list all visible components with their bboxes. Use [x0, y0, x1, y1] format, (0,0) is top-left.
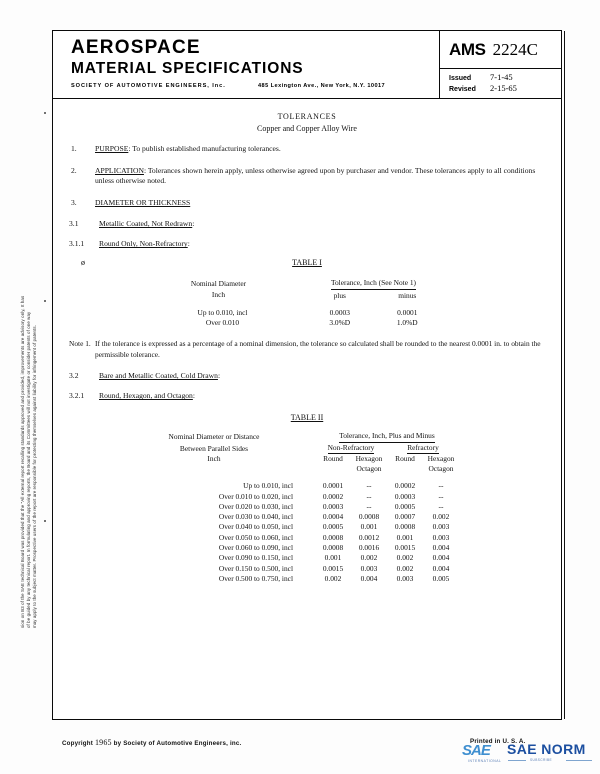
table2-row-9-nr-round: 0.002 [324, 573, 342, 583]
revised-row [449, 83, 561, 94]
table1-row-0-label: Up to 0.010, incl [197, 307, 248, 317]
table2-col-nr-hexagon: Hexagon [355, 454, 383, 464]
watermark-sub-left: INTERNATIONAL [468, 759, 502, 763]
table2-row-6-label: Over 0.060 to 0.090, incl [218, 543, 293, 553]
subclause-heading-3-1: Metallic Coated, Not Redrawn [99, 219, 193, 229]
table2-header-line-2: Between Parallel Sides [179, 443, 249, 453]
watermark-rule-right [566, 760, 592, 761]
table2-row-3-r-round: 0.0007 [394, 512, 416, 522]
printed-in-usa: Printed in U. S. A. [470, 738, 526, 745]
table2-group-refractory [387, 443, 459, 455]
table-2 [123, 431, 459, 584]
table2-row-2-label: Over 0.020 to 0.030, incl [218, 501, 293, 511]
subclause-suffix-3-1-1: : [187, 239, 190, 249]
table2-col-nr-octagon: Octagon [356, 464, 382, 474]
table2-row-5-r-round: 0.001 [396, 532, 414, 542]
header-address: 485 Lexington Ave., New York, N.Y. 10017 [258, 83, 386, 89]
note-1-text: If the tolerance is expressed as a percentage of a nominal dimension, the tolerance so calculated shall be rounded to the nearest 0.0001 in. to obtain the permissible tolerance. [95, 339, 541, 359]
table2-row-2-r-hex: -- [438, 501, 444, 511]
sae-norm-watermark [462, 740, 598, 772]
table2-row-5-r-hex: 0.003 [432, 532, 450, 542]
table2-row-9-label: Over 0.500 to 0.750, incl [218, 573, 293, 583]
note-1-label: Note 1. [69, 339, 91, 349]
table2-row-6-r-hex: 0.004 [432, 543, 450, 553]
ams-label: AMS [449, 39, 486, 59]
table2-row-1-r-round: 0.0003 [394, 491, 416, 501]
table2-header-row-3 [123, 454, 459, 464]
subclause-heading-3-2: Bare and Metallic Coated, Cold Drawn [99, 371, 218, 381]
copyright-year: 1965 [94, 738, 112, 747]
table2-row-3-nr-hex: 0.0008 [358, 512, 380, 522]
table-row [123, 543, 459, 553]
margin-note-line-1: sion on B3 of the SAE technical Board was provided that the "All external report recalling standards approved and provided, improvements are advisory only, It has [20, 295, 25, 628]
table2-row-8-r-round: 0.002 [396, 563, 414, 573]
revision-box [440, 69, 561, 98]
copyright-notice [62, 738, 241, 747]
table2-col-r-octagon: Octagon [428, 464, 454, 474]
table-row [123, 564, 459, 574]
table2-caption-text: TABLE II [290, 413, 324, 423]
clause-number-3: 3. [71, 197, 77, 207]
table2-row-1-nr-hex: -- [366, 491, 372, 501]
table2-row-9-r-round: 0.003 [396, 573, 414, 583]
table2-row-5-label: Over 0.050 to 0.060, incl [218, 532, 293, 542]
table2-row-4-r-round: 0.0008 [394, 522, 416, 532]
table2-row-4-nr-round: 0.0005 [322, 522, 344, 532]
table2-row-3-label: Over 0.030 to 0.040, incl [218, 512, 293, 522]
subclause-3-1 [69, 219, 545, 228]
watermark-rule-left [508, 760, 526, 761]
table2-row-8-nr-hex: 0.003 [360, 563, 378, 573]
change-marker-icon: ø [81, 258, 85, 268]
table1-header-row-2 [131, 290, 441, 301]
margin-note-line-2: of be guided by any technical report. In formulating and approving reports, the Board and its Committees will not investigate or consider patents of one way [26, 311, 32, 628]
document-title-block [69, 112, 545, 133]
table2-col-r-hexagon: Hexagon [427, 454, 455, 464]
left-margin-legal-text [18, 86, 48, 631]
table1-spacer [131, 301, 441, 308]
table-row [123, 492, 459, 502]
header-title-material-specifications: MATERIAL SPECIFICATIONS [71, 60, 304, 77]
table2-row-6-r-round: 0.0015 [394, 543, 416, 553]
subclause-heading-3-2-1: Round, Hexagon, and Octagon [99, 391, 193, 401]
watermark-text: SAE NORM [507, 741, 586, 757]
table2-header-row-4 [123, 464, 459, 474]
table2-header-row-2 [123, 443, 459, 455]
table2-row-7-nr-round: 0.001 [324, 553, 342, 563]
subclause-heading-3-1-1: Round Only, Non-Refractory [99, 239, 188, 249]
table-row [131, 308, 441, 319]
table-row [123, 522, 459, 532]
table1-row-1-minus: 1.0%D [396, 318, 418, 328]
ams-number: 2224C [492, 39, 538, 59]
table2-row-7-r-hex: 0.004 [432, 553, 450, 563]
table1-row-1-label: Over 0.010 [205, 318, 240, 328]
table-row [131, 318, 441, 329]
ams-number-box [440, 31, 561, 69]
table-1 [131, 278, 441, 329]
table-row [123, 481, 459, 491]
clause-number-2: 2. [71, 165, 77, 175]
table2-row-7-nr-hex: 0.002 [360, 553, 378, 563]
table2-row-7-label: Over 0.090 to 0.150, incl [218, 553, 293, 563]
table2-row-2-r-round: 0.0005 [394, 501, 416, 511]
table-row [123, 533, 459, 543]
table2-header-line-1: Nominal Diameter or Distance [168, 432, 260, 441]
table2-row-5-nr-round: 0.0008 [322, 532, 344, 542]
clause-heading-purpose: PURPOSE [95, 144, 129, 153]
revised-date: 2-15-65 [490, 83, 517, 93]
table2-row-4-r-hex: 0.003 [432, 522, 450, 532]
header-organization: SOCIETY OF AUTOMOTIVE ENGINEERS, Inc. [71, 83, 226, 89]
clause-diameter-or-thickness [69, 198, 545, 209]
table2-row-3-nr-round: 0.0004 [322, 512, 344, 522]
table1-row-1-plus: 3.0%D [329, 318, 351, 328]
header-left [53, 31, 439, 98]
subclause-suffix-3-1: : [192, 219, 195, 229]
table2-row-0-r-round: 0.0002 [394, 481, 416, 491]
subclause-3-2 [69, 371, 545, 380]
subclause-number-3-1: 3.1 [69, 219, 79, 229]
table2-row-0-nr-round: 0.0001 [322, 481, 344, 491]
header-right-block [439, 31, 561, 98]
subclause-number-3-2: 3.2 [69, 371, 79, 381]
subclause-number-3-1-1: 3.1.1 [69, 239, 85, 249]
document-header [53, 31, 561, 99]
table1-header-minus: minus [398, 291, 417, 301]
table2-row-4-label: Over 0.040 to 0.050, incl [218, 522, 293, 532]
table2-row-5-nr-hex: 0.0012 [358, 532, 380, 542]
clause-number-1: 1. [71, 144, 77, 153]
table-row [123, 512, 459, 522]
table2-spacer [123, 474, 459, 481]
scan-speck [44, 300, 46, 302]
clause-heading-diameter: DIAMETER OR THICKNESS [95, 197, 191, 207]
table2-header-span-text: Tolerance, Inch, Plus and Minus [339, 431, 435, 443]
table2-group-refractory-text: Refractory [407, 443, 439, 455]
table-row [123, 502, 459, 512]
table1-caption-row [69, 258, 545, 269]
table2-row-0-nr-hex: -- [366, 481, 372, 491]
table2-row-4-nr-hex: 0.001 [360, 522, 378, 532]
margin-note-line-3: may apply to the subject matter. Prospective users of the report are responsible for protecting themselves against liability for infringement of patents. [32, 324, 38, 628]
table2-row-1-label: Over 0.010 to 0.020, incl [218, 491, 293, 501]
table1-caption-text: TABLE I [292, 258, 322, 268]
table1-caption [69, 258, 545, 267]
table1-header-tolerance [306, 278, 441, 290]
table2-col-nr-round: Round [323, 454, 343, 464]
table2-header-line-3: Inch [207, 454, 221, 464]
table2-group-non-refractory-text: Non-Refractory [328, 443, 375, 455]
issued-date: 7-1-45 [490, 72, 513, 82]
table2-row-9-r-hex: 0.005 [432, 573, 450, 583]
table2-row-0-r-hex: -- [438, 481, 444, 491]
table2-group-non-refractory [315, 443, 387, 455]
table1-header-inch: Inch [211, 290, 226, 300]
scan-speck [44, 112, 46, 114]
table2-row-6-nr-round: 0.0008 [322, 543, 344, 553]
table2-row-2-nr-round: 0.0003 [322, 501, 344, 511]
issued-label: Issued [449, 75, 472, 82]
table2-row-7-r-round: 0.002 [396, 553, 414, 563]
subclause-3-2-1 [69, 391, 545, 400]
table2-row-2-nr-hex: -- [366, 501, 372, 511]
table1-header-tolerance-text: Tolerance, Inch (See Note 1) [331, 278, 416, 290]
table1-row-0-plus: 0.0003 [329, 307, 350, 317]
table1-row-0-minus: 0.0001 [397, 307, 418, 317]
copyright-rest: by Society of Automotive Engineers, inc. [113, 740, 242, 747]
scan-speck [44, 520, 46, 522]
table-row [123, 553, 459, 563]
table1-header-row-1 [131, 278, 441, 290]
document-title: TOLERANCES [277, 112, 337, 121]
document-frame [52, 30, 562, 720]
table2-row-8-nr-round: 0.0015 [322, 563, 344, 573]
clause-application [69, 166, 545, 187]
clause-heading-application: APPLICATION [95, 165, 144, 175]
table2-header-span [315, 431, 459, 443]
subclause-suffix-3-2-1: : [192, 391, 195, 401]
table2-row-3-r-hex: 0.002 [432, 512, 450, 522]
clause-text-application: : Tolerances shown herein apply, unless otherwise agreed upon by purchaser and vendor. These tolerances apply to all conditions unless otherwise noted. [95, 165, 536, 186]
revised-label: Revised [449, 86, 476, 93]
table2-row-1-nr-round: 0.0002 [322, 491, 344, 501]
table2-row-0-label: Up to 0.010, incl [243, 481, 293, 491]
table1-header-plus: plus [333, 291, 346, 301]
watermark-sub-right: SUBSCRIBE [530, 758, 553, 762]
issued-row [449, 72, 561, 83]
note-1 [69, 339, 545, 360]
table2-row-9-nr-hex: 0.004 [360, 573, 378, 583]
subclause-3-1-1 [69, 239, 545, 248]
table2-row-8-r-hex: 0.004 [432, 563, 450, 573]
table-row [123, 574, 459, 584]
table2-header-row-1 [123, 431, 459, 443]
document-subtitle: Copper and Copper Alloy Wire [257, 124, 357, 133]
clause-purpose [69, 144, 545, 155]
copyright-word: Copyright [62, 740, 94, 747]
table2-caption [69, 413, 545, 422]
header-title-aerospace: AEROSPACE [71, 37, 201, 58]
document-body [53, 112, 561, 584]
table2-row-6-nr-hex: 0.0016 [358, 543, 380, 553]
table1-header-nominal-diameter: Nominal Diameter [190, 279, 247, 289]
table2-row-8-label: Over 0.150 to 0.500, incl [218, 563, 293, 573]
table2-row-1-r-hex: -- [438, 491, 444, 501]
table2-col-r-round: Round [395, 454, 415, 464]
subclause-number-3-2-1: 3.2.1 [69, 391, 85, 401]
subclause-suffix-3-2: : [217, 371, 221, 381]
sae-logo-icon: SAE [462, 742, 490, 759]
clause-text-purpose: : To publish established manufacturing tolerances. [128, 144, 281, 153]
